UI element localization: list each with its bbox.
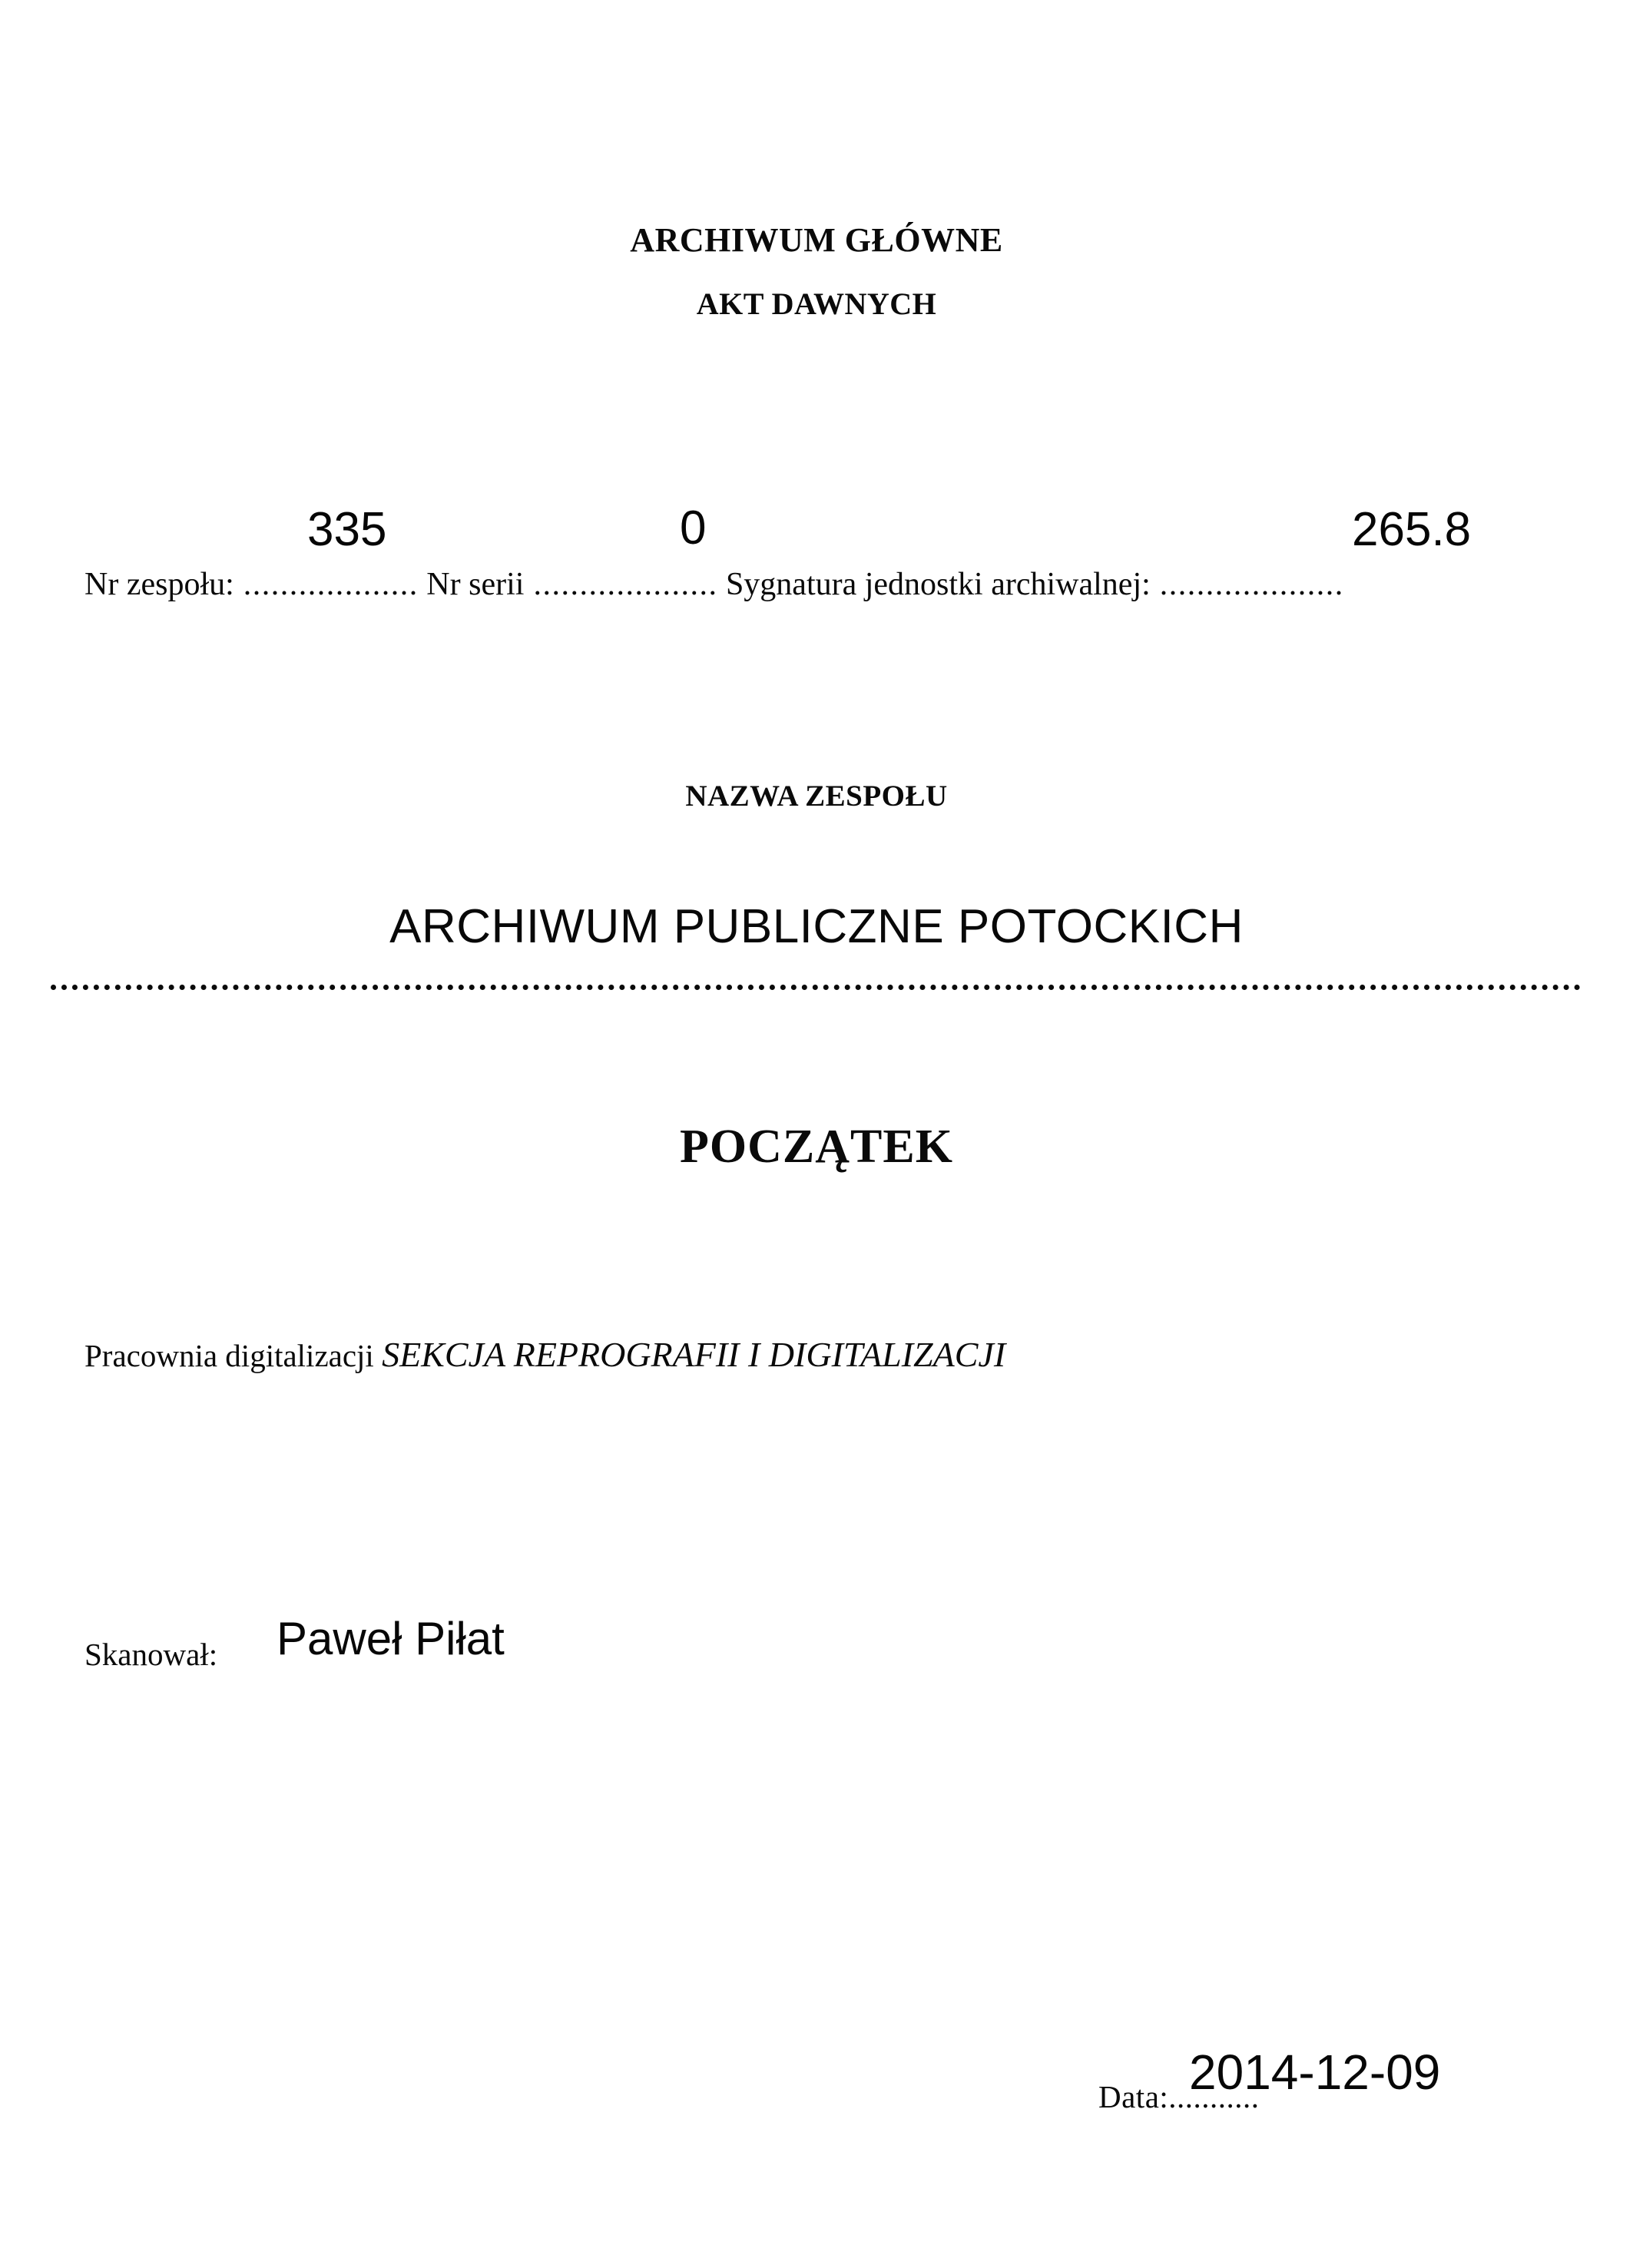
digitization-lab-label: Pracownia digitalizacji — [84, 1338, 383, 1373]
digitization-lab-row — [84, 1334, 1005, 1376]
fonds-name-caption: NAZWA ZESPOŁU — [685, 780, 948, 813]
series-number-dotted-fill: .................... — [524, 567, 718, 602]
scanned-by-label: Skanował: — [84, 1637, 218, 1672]
digitization-lab-value: SEKCJA REPROGRAFII I DIGITALIZACJI — [382, 1335, 1006, 1374]
institution-name-line-1: ARCHIWUM GŁÓWNE — [630, 221, 1003, 259]
fonds-number-dotted-fill: ................... — [234, 567, 419, 602]
institution-header — [0, 220, 1633, 324]
fonds-number-label: Nr zespołu: — [84, 567, 234, 602]
signature-row — [84, 502, 1593, 609]
dotted-divider — [51, 985, 1581, 990]
fonds-name-value: ARCHIWUM PUBLICZNE POTOCKICH — [389, 900, 1244, 953]
unit-signature-label: Sygnatura jednostki archiwalnej: — [717, 567, 1151, 602]
scan-date-value: 2014-12-09 — [1189, 2045, 1441, 2100]
section-marker: POCZĄTEK — [680, 1121, 953, 1173]
unit-signature-dotted-fill: .................... — [1150, 567, 1344, 602]
unit-signature-value: 265.8 — [1352, 503, 1472, 556]
fonds-number-value: 335 — [307, 503, 387, 556]
series-number-value: 0 — [680, 502, 707, 555]
scan-date-label: Data:........... — [1098, 2079, 1260, 2114]
series-number-label: Nr serii — [418, 567, 525, 602]
institution-name-line-2: AKT DAWNYCH — [696, 286, 937, 321]
signature-form-line — [84, 565, 1344, 604]
scanned-by-operator: Paweł Piłat — [277, 1613, 505, 1664]
